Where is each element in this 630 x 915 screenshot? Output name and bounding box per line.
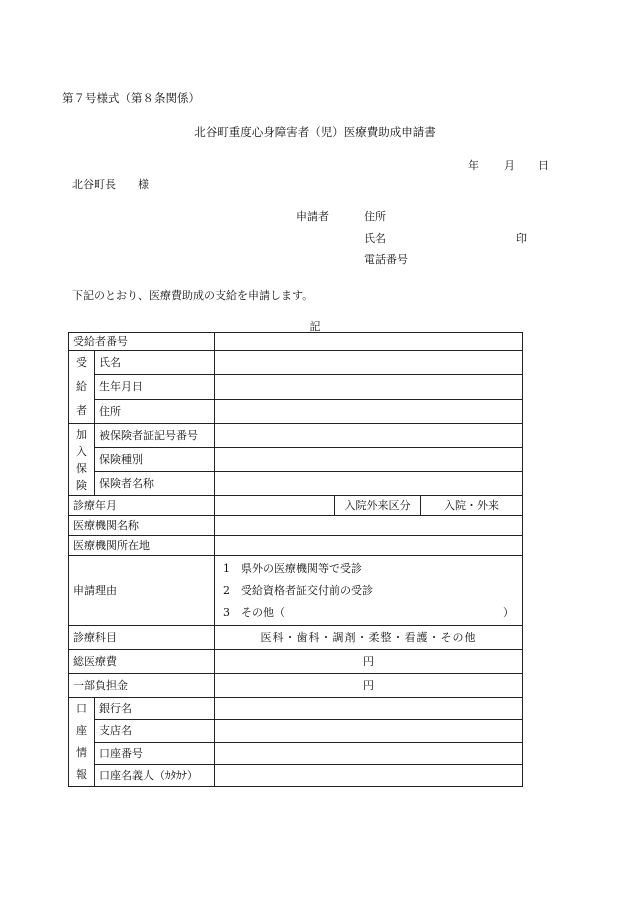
reason-label: 申請理由 — [69, 556, 215, 626]
applicant-label: 申請者 — [296, 210, 329, 223]
account-holder-label: 口座名義人（ｶﾀｶﾅ） — [95, 764, 215, 786]
reason-option-2[interactable]: 2 受給資格者証交付前の受診 — [223, 583, 373, 597]
insurance-group-label: 加 入 保 険 — [69, 424, 95, 496]
partial-cost-field[interactable]: 円 — [215, 674, 523, 698]
account-number-label: 口座番号 — [95, 742, 215, 764]
account-holder-field[interactable] — [215, 764, 523, 786]
applicant-phone-label: 電話番号 — [364, 253, 408, 266]
application-table — [68, 332, 523, 787]
recipient-number-label: 受給者番号 — [69, 333, 215, 351]
insurance-type-field[interactable] — [215, 448, 523, 472]
reason-option-3[interactable]: 3 その他（ ） — [223, 605, 514, 619]
bank-name-label: 銀行名 — [95, 698, 215, 720]
seal-mark: 印 — [516, 232, 527, 245]
branch-name-label: 支店名 — [95, 720, 215, 742]
treatment-month-label: 診療年月 — [69, 496, 215, 516]
reason-options[interactable] — [215, 556, 523, 626]
reason-option-1[interactable]: 1 県外の医療機関等で受診 — [223, 561, 362, 575]
applicant-name-label: 氏名 — [364, 232, 386, 245]
insurer-name-field[interactable] — [215, 472, 523, 496]
row-recipient-number — [69, 333, 523, 351]
recipient-name-label: 氏名 — [95, 351, 215, 375]
department-options[interactable]: 医科・歯科・調剤・柔整・看護・その他 — [215, 626, 523, 650]
account-number-field[interactable] — [215, 742, 523, 764]
insurer-name-label: 保険者名称 — [95, 472, 215, 496]
document-title: 北谷町重度心身障害者（児）医療費助成申請書 — [194, 125, 436, 139]
institution-name-field[interactable] — [215, 516, 523, 536]
account-group-label: 口 座 情 報 — [69, 698, 95, 787]
recipient-address-field[interactable] — [215, 399, 523, 423]
date-year: 年 — [468, 159, 479, 172]
bank-name-field[interactable] — [215, 698, 523, 720]
treatment-month-field[interactable] — [215, 496, 335, 516]
date-month: 月 — [504, 159, 515, 172]
ki-heading: 記 — [309, 320, 321, 333]
recipient-group-label: 受 給 者 — [69, 351, 95, 424]
institution-name-label: 医療機関名称 — [69, 516, 215, 536]
partial-cost-label: 一部負担金 — [69, 674, 215, 698]
total-cost-field[interactable]: 円 — [215, 650, 523, 674]
insured-number-field[interactable] — [215, 424, 523, 448]
form-number: 第７号様式（第８条関係） — [62, 91, 200, 105]
total-cost-label: 総医療費 — [69, 650, 215, 674]
department-label: 診療科目 — [69, 626, 215, 650]
addressee: 北谷町長 様 — [72, 178, 149, 191]
institution-address-field[interactable] — [215, 536, 523, 556]
insurance-type-label: 保険種別 — [95, 448, 215, 472]
date-day: 日 — [538, 159, 549, 172]
recipient-address-label: 住所 — [95, 399, 215, 423]
institution-address-label: 医療機関所在地 — [69, 536, 215, 556]
inout-label: 入院外来区分 — [335, 496, 421, 516]
intro-text: 下記のとおり、医療費助成の支給を申請します。 — [72, 289, 314, 302]
birthdate-label: 生年月日 — [95, 375, 215, 399]
applicant-address-label: 住所 — [364, 210, 386, 223]
inout-options[interactable]: 入院・外来 — [421, 496, 523, 516]
recipient-number-field[interactable] — [215, 333, 523, 351]
birthdate-field[interactable] — [215, 375, 523, 399]
insured-number-label: 被保険者証記号番号 — [95, 424, 215, 448]
recipient-name-field[interactable] — [215, 351, 523, 375]
branch-name-field[interactable] — [215, 720, 523, 742]
